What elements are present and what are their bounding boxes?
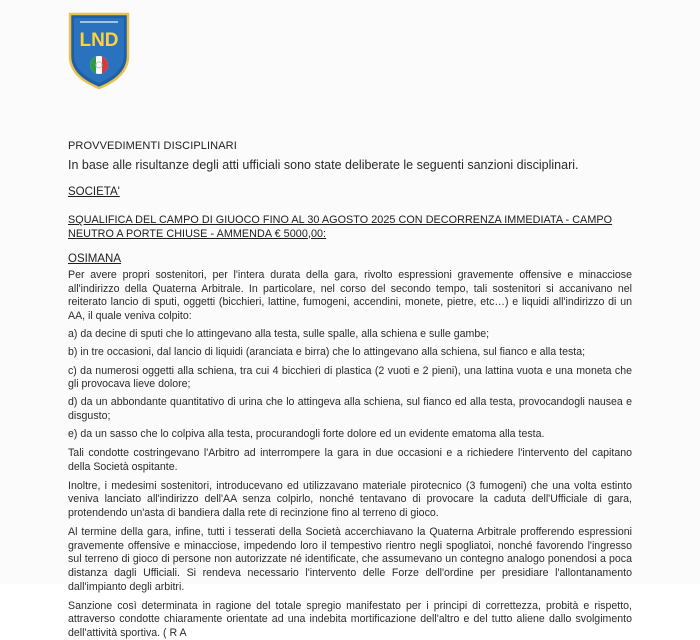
logo-svg xyxy=(68,12,130,90)
document-body xyxy=(68,140,632,640)
section-heading: PROVVEDIMENTI DISCIPLINARI xyxy=(68,140,237,152)
lnd-shield-logo-icon xyxy=(68,12,130,90)
paragraph-end-of-match: Al termine della gara, infine, tutti i tesserati della Società accerchiavano la Quaterna Arbitrale profferendo espressioni gravemente offensive e minacciose, impedendo loro il tempestivo rientro negli spogliatoi, nonché favorendo l'ingresso sul terreno di gioco di persone non autorizzate né identificate, che assumevano un contegno analogo ponendosi a poca distanza dagli Ufficiali. Si rendeva necessario l'intervento delle Forze dell'ordine per presidiare l'allontanamento dall'impianto degli arbitri. xyxy=(68,526,632,593)
list-item-a: a) da decine di sputi che lo attingevano alla testa, sulle spalle, alla schiena e sulle gambe; xyxy=(68,328,490,341)
intro-text: In base alle risultanze degli atti ufficiali sono state deliberate le seguenti sanzioni disciplinari. xyxy=(68,158,579,172)
section-title-societa: SOCIETA' xyxy=(68,186,120,198)
list-item-e: e) da un sasso che lo colpiva alla testa, procurandogli forte dolore ed un evidente ematoma alla testa. xyxy=(68,428,545,441)
paragraph-main: Per avere propri sostenitori, per l'intera durata della gara, rivolto espressioni gravemente offensive e minacciose all'indirizzo della Quaterna Arbitrale. In particolare, nel corso del secondo tempo, tali sostenitori si accanivano nel reiterato lancio di sputi, oggetti (bicchieri, lattine, fumogeni, accendini, monete, pietre, etc…) e liquidi all'indirizzo di un AA, il quale veniva colpito: xyxy=(68,269,632,322)
logo-text: LND xyxy=(79,30,119,51)
paragraph-pyrotechnics: Inoltre, i medesimi sostenitori, introducevano ed utilizzavano materiale pirotecnico (3 fumogeni) che una volta estinto veniva lanciato all'indirizzo dell'AA senza colpirlo, nonché tentavano di provocare la caduta dell'Ufficiale di gara, protendendo un'asta di bandiera dalla rete di recinzione fino al terreno di gioco. xyxy=(68,479,632,520)
paragraph-interruption: Tali condotte costringevano l'Arbitro ad interrompere la gara in due occasioni e a richiedere l'intervento del capitano della Società ospitante. xyxy=(68,447,632,473)
paragraph-sanction-reason: Sanzione così determinata in ragione del totale spregio manifestato per i principi di correttezza, probità e rispetto, attraverso condotte chiaramente orientate ad una indebita mortificazione dell'altro e del tutto aliene dallo svolgimento dell'attività sportiva. ( R A xyxy=(68,599,632,639)
sanction-title: SQUALIFICA DEL CAMPO DI GIUOCO FINO AL 30 AGOSTO 2025 CON DECORRENZA IMMEDIATA - CAMPO NEUTRO A PORTE CHIUSE - AMMENDA € 5000,00: xyxy=(68,214,613,240)
list-item-c: c) da numerosi oggetti alla schiena, tra cui 4 bicchieri di plastica (2 vuoti e 2 pieni), una lattina vuota e una moneta che gli provocava lieve dolore; xyxy=(68,364,632,391)
team-name: OSIMANA xyxy=(68,253,122,266)
list-item-d: d) da un abbondante quantitativo di urina che lo attingeva alla schiena, sul fianco ed alla testa, provocandogli nausea e disgusto; xyxy=(68,396,632,422)
list-item-b: b) in tre occasioni, dal lancio di liquidi (aranciata e birra) che lo attingevano alla schiena, sul fianco e alla testa; xyxy=(68,346,586,359)
